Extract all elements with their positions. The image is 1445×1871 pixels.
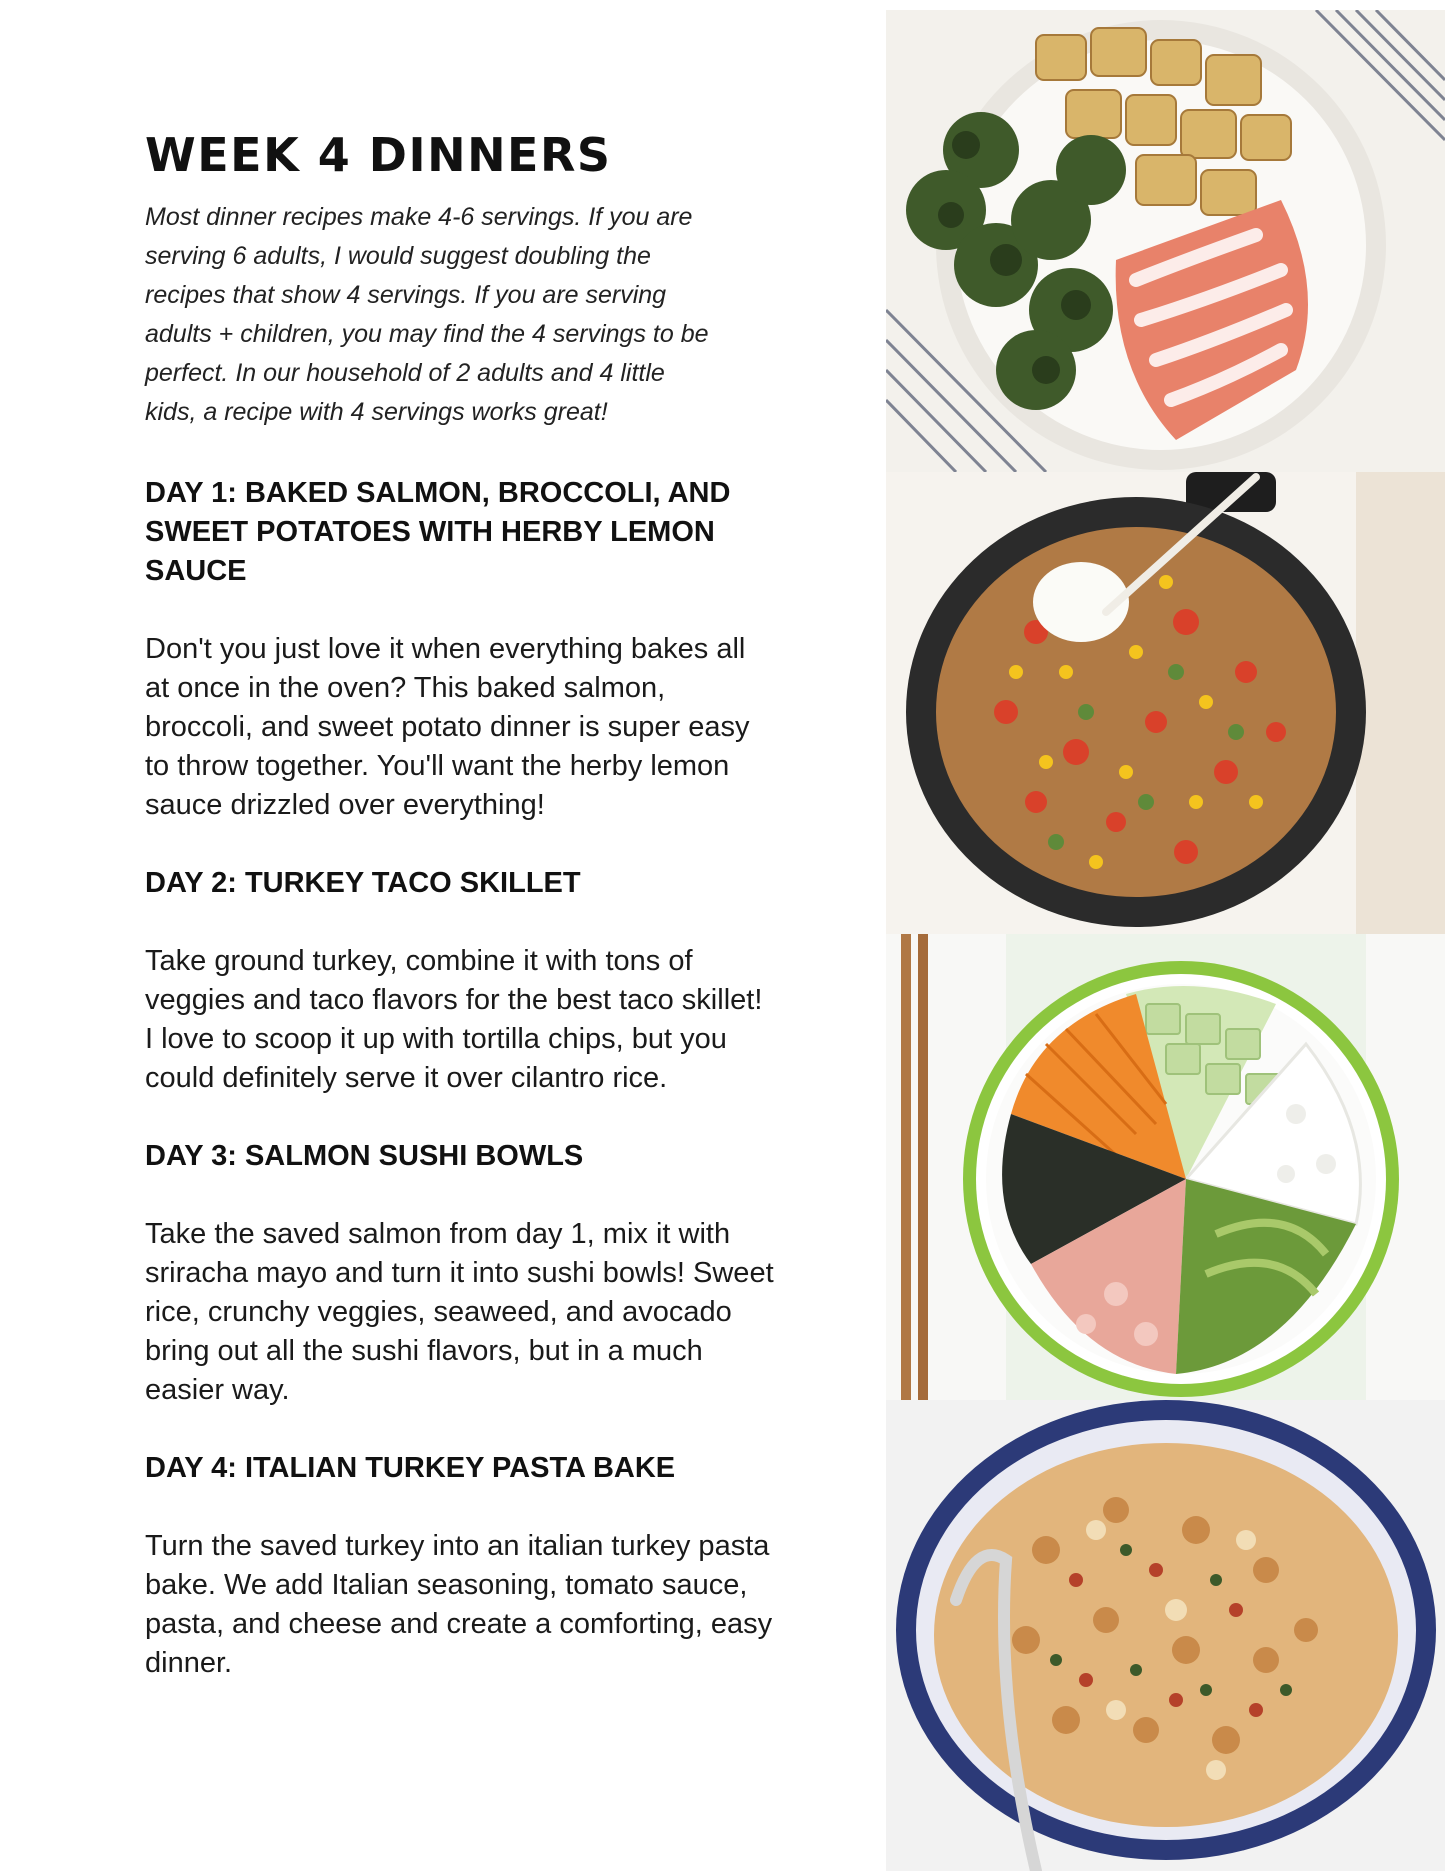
page-title: WEEK 4 DINNERS	[145, 128, 612, 182]
intro-text: Most dinner recipes make 4-6 servings. If you are serving 6 adults, I would suggest doubling the recipes that show 4 servings. If you are serving adults + children, you may find the 4 servings to be perfect. In our household of 2 adults and 4 little kids, a recipe with 4 servings works great!	[145, 203, 709, 426]
text-column	[145, 128, 775, 1722]
day-3-heading: DAY 3: SALMON SUSHI BOWLS	[145, 1140, 584, 1172]
day-2-section	[145, 864, 775, 1098]
day-2-heading: DAY 2: TURKEY TACO SKILLET	[145, 867, 581, 899]
day-3-section	[145, 1137, 775, 1410]
day-4-heading: DAY 4: ITALIAN TURKEY PASTA BAKE	[145, 1452, 676, 1484]
italian-turkey-pasta-bake-photo	[886, 1400, 1445, 1871]
day-4-section	[145, 1449, 775, 1683]
photo-column	[886, 10, 1445, 1871]
day-1-section	[145, 474, 775, 825]
day-4-description: Turn the saved turkey into an italian turkey pasta bake. We add Italian seasoning, tomato sauce, pasta, and cheese and create a comforting, easy dinner.	[145, 1530, 773, 1679]
day-3-description: Take the saved salmon from day 1, mix it with sriracha mayo and turn it into sushi bowls! Sweet rice, crunchy veggies, seaweed, and avocado bring out all the sushi flavors, but in a much easier way.	[145, 1218, 774, 1406]
day-2-description: Take ground turkey, combine it with tons of veggies and taco flavors for the best taco skillet! I love to scoop it up with tortilla chips, but you could definitely serve it over cilantro rice.	[145, 945, 763, 1094]
day-1-heading: DAY 1: BAKED SALMON, BROCCOLI, AND SWEET POTATOES WITH HERBY LEMON SAUCE	[145, 477, 731, 587]
turkey-taco-skillet-photo	[886, 472, 1445, 934]
day-1-description: Don't you just love it when everything bakes all at once in the oven? This baked salmon, broccoli, and sweet potato dinner is super easy to throw together. You'll want the herby lemon sauce drizzled over everything!	[145, 633, 750, 821]
salmon-sushi-bowl-photo	[886, 934, 1445, 1400]
salmon-broccoli-photo	[886, 10, 1445, 472]
